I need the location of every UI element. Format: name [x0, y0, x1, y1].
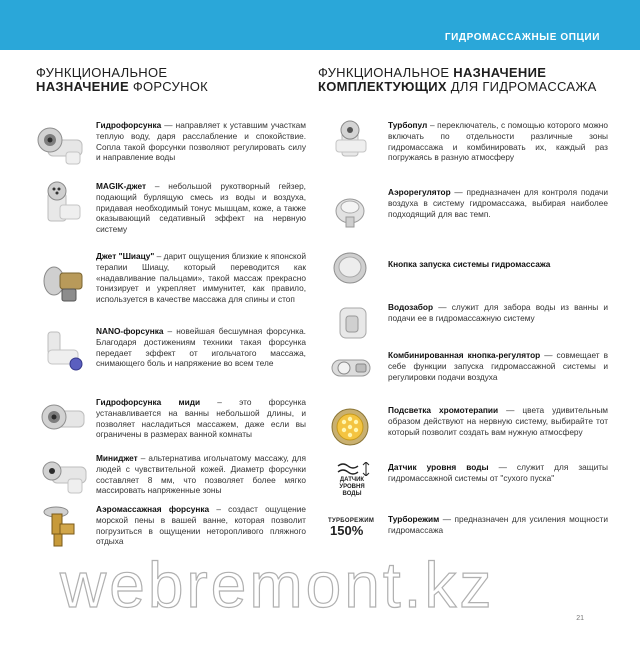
nozzle-name: Миниджет: [96, 453, 138, 463]
component-text: [388, 514, 608, 536]
nozzle-text: [96, 453, 306, 496]
turbopool-icon: [328, 120, 376, 166]
level-sensor-label: ДАТЧИК УРОВНЯ ВОДЫ: [339, 477, 365, 497]
shiatsu-jet-icon: [38, 259, 86, 309]
left-heading-line1: ФУНКЦИОНАЛЬНОЕ: [36, 65, 168, 80]
component-text: [388, 187, 608, 219]
component-text: [388, 120, 608, 163]
right-heading-2a: КОМПЛЕКТУЮЩИХ: [318, 79, 447, 94]
right-column-heading: [318, 66, 618, 94]
nozzle-text: [96, 251, 306, 305]
component-name: Кнопка запуска системы гидромассажа: [388, 259, 551, 269]
header-band: [0, 0, 640, 50]
combo-button-icon: [328, 352, 376, 386]
nozzle-desc: — направляет к уставшим участкам теплую воду, даря расслабление и спокойствие. Сопла такой форсунки позволяют регулировать силу и направление воды: [96, 120, 306, 163]
turbo-badge-value: 150%: [330, 523, 364, 538]
watermark: webremont.kz: [60, 549, 495, 621]
nozzle-text: [96, 181, 306, 235]
component-desc: — предназначен для контроля подачи воздуха в систему гидромассажа, выбирая наиболее подходящий для вас темп.: [388, 187, 608, 219]
water-level-icon: [336, 462, 376, 476]
minijet-icon: [38, 453, 90, 499]
nozzle-text: [96, 326, 306, 369]
left-heading-line2: [36, 80, 286, 94]
component-desc: — совмещает в себе функции запуска гидромассажной системы и регулировки подачи воздуха: [388, 350, 608, 382]
component-name: Турборежим: [388, 514, 440, 524]
component-text: [388, 350, 608, 382]
nozzle-name: Джет "Шиацу": [96, 251, 155, 261]
chromotherapy-light-icon: [330, 405, 374, 451]
page-number: 21: [576, 615, 584, 622]
nozzle-desc: – новейшая бесшумная форсунка. Благодаря достижениям техники такая форсунка передает эффект от игольчатого массажа, снимающего боль и напряжение во всем теле: [96, 326, 306, 369]
nozzle-desc: – создаст ощущение морской пены в вашей ванне, которая позволит погрузиться в ощущении неторопливого пляжного отдыха: [96, 504, 306, 547]
section-title: ГИДРОМАССАЖНЫЕ ОПЦИИ: [444, 32, 600, 43]
component-text: [388, 462, 608, 484]
turbo-mode-badge: [328, 518, 378, 538]
component-desc: — цвета удивительным образом действуют на нервную систему, выбирайте тот который позволит создать вам нужную атмосферу: [388, 405, 608, 437]
component-name: Датчик уровня воды: [388, 462, 489, 472]
left-heading-bold: НАЗНАЧЕНИЕ: [36, 79, 129, 94]
right-heading-line2: [318, 80, 618, 94]
right-heading-1a: ФУНКЦИОНАЛЬНОЕ: [318, 65, 454, 80]
magik-jet-icon: [38, 181, 84, 223]
nozzle-desc: – альтернатива игольчатому массажу, для людей с чувствительной кожей. Диаметр форсунки составляет 8 мм, что позволяет более мягко массировать напряженные зоны: [96, 453, 306, 496]
right-heading-2b: ДЛЯ ГИДРОМАССАЖА: [446, 79, 597, 94]
water-intake-icon: [330, 302, 374, 344]
nozzle-text: [96, 504, 306, 547]
air-regulator-icon: [328, 191, 376, 231]
left-column-heading: [36, 66, 286, 94]
component-name: Комбинированная кнопка-регулятор: [388, 350, 541, 360]
component-text: [388, 302, 608, 324]
nozzle-name: NANO-форсунка: [96, 326, 164, 336]
nozzle-desc: – дарит ощущения близкие к японской терапии Шиацу, который переводится как «надавливание пальцами», такой массаж прекрасно тонизирует и укрепляет иммунитет, как правило, используется в качестве массажа для спины и стоп: [96, 251, 306, 305]
component-desc: — служит для защиты гидромассажной системы от "сухого пуска": [388, 462, 608, 483]
nano-nozzle-icon: [40, 328, 86, 376]
nozzle-text: [96, 120, 306, 163]
nozzle-name: Гидрофорсунка миди: [96, 397, 201, 407]
right-heading-line1: [318, 66, 618, 80]
component-desc: — предназначен для усиления мощности гидромассажа: [388, 514, 608, 535]
nozzle-name: Гидрофорсунка: [96, 120, 162, 130]
right-heading-1b: НАЗНАЧЕНИЕ: [453, 65, 547, 80]
hydro-nozzle-icon: [36, 122, 88, 166]
midi-nozzle-icon: [38, 397, 88, 443]
component-desc: — служит для забора воды из ванны и подачи ее в гидромассажную систему: [388, 302, 608, 323]
component-name: Подсветка хромотерапии: [388, 405, 499, 415]
nozzle-desc: – небольшой рукотворный гейзер, подающий бурлящую смесь из воды и воздуха, придавая необходимый тонус мышцам, коже, а также оказывающий седативный эффект на нервную систему: [96, 181, 306, 235]
aero-nozzle-icon: [40, 504, 86, 550]
component-name: Турбопул: [388, 120, 428, 130]
nozzle-name: MAGIK-джет: [96, 181, 147, 191]
turbo-badge-label: ТУРБОРЕЖИМ: [328, 518, 375, 524]
left-heading-rest: ФОРСУНОК: [128, 79, 209, 94]
component-name: Водозабор: [388, 302, 434, 312]
component-name: Аэрорегулятор: [388, 187, 451, 197]
component-text: [388, 405, 608, 437]
start-button-icon: [330, 250, 374, 288]
component-text: [388, 259, 608, 270]
nozzle-name: Аэромассажная форсунка: [96, 504, 210, 514]
nozzle-text: [96, 397, 306, 440]
component-desc: – переключатель, с помощью которого можно включать по отдельности различные зоны гидромассажа и комбинировать их, каждый раз погружаясь в разную атмосферу: [388, 120, 608, 163]
nozzle-desc: – это форсунка устанавливается на ванны небольшой длины, и позволяет насладиться массажем, даже если вы ограничены в размерах ванной комнаты: [96, 397, 306, 440]
